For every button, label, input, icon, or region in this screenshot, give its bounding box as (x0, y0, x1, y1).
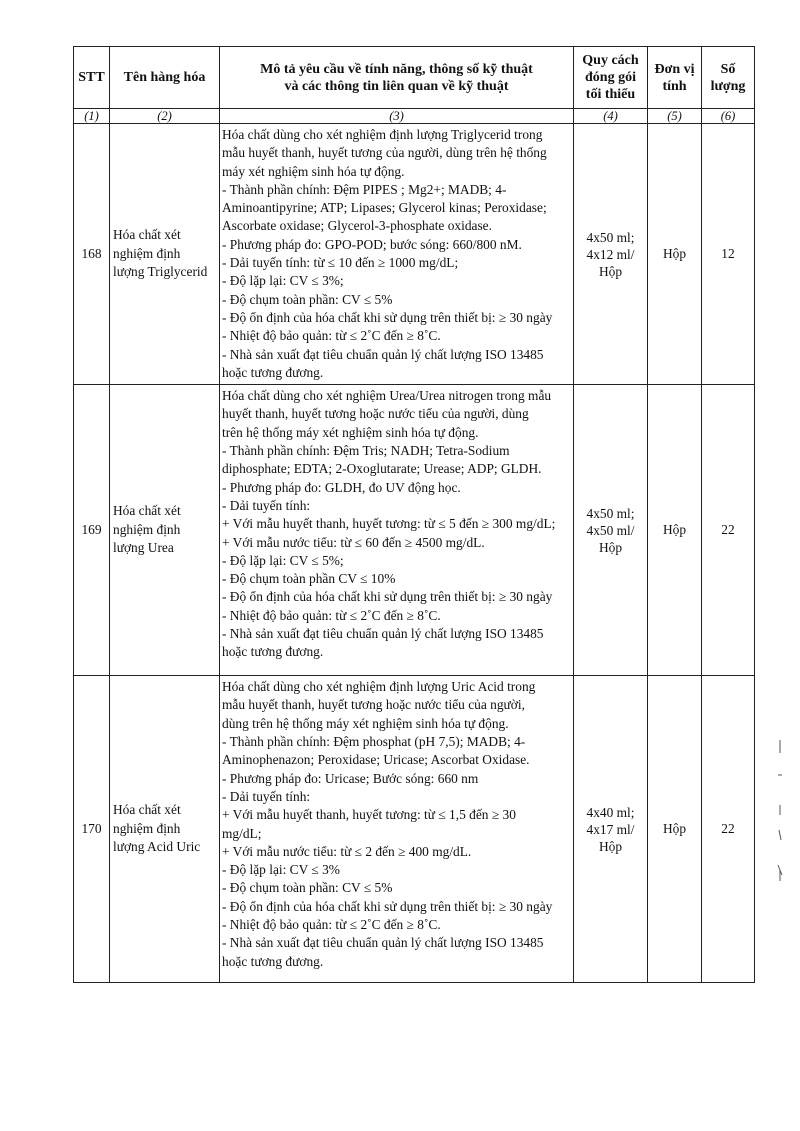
column-number: (1) (74, 109, 110, 124)
description-line: - Độ lặp lại: CV ≤ 3% (222, 862, 340, 878)
item-name-line: lượng Urea (113, 540, 174, 556)
description-line: Ascorbate oxidase; Glycerol-3-phosphate oxidase. (222, 218, 492, 234)
column-number: (2) (110, 109, 220, 124)
scan-margin-marks (770, 735, 790, 885)
description-line: - Độ lặp lại: CV ≤ 5%; (222, 552, 344, 568)
header-row (74, 47, 755, 109)
description-line: mẫu huyết thanh, huyết tương hoặc nước tiểu của người, (222, 697, 525, 713)
description-line: - Nhà sản xuất đạt tiêu chuẩn quản lý chất lượng ISO 13485 (222, 935, 544, 951)
item-quantity: 22 (702, 385, 755, 676)
description-line: - Dải tuyến tính: từ ≤ 10 đến ≥ 1000 mg/dL; (222, 255, 459, 271)
item-name-line: lượng Triglycerid (113, 264, 208, 280)
description-line: - Phương pháp đo: Uricase; Bước sóng: 660 nm (222, 770, 479, 786)
description-line: diphosphate; EDTA; 2-Oxoglutarate; Urease; ADP; GLDH. (222, 461, 542, 477)
description-line: - Độ chụm toàn phần: CV ≤ 5% (222, 291, 393, 307)
description-line: - Phương pháp đo: GLDH, đo UV động học. (222, 479, 461, 495)
description-line: - Độ ổn định của hóa chất khi sử dụng trên thiết bị: ≥ 30 ngày (222, 589, 553, 605)
description-line: trên hệ thống máy xét nghiệm sinh hóa tự động. (222, 424, 479, 440)
table-row (74, 124, 755, 385)
table-row (74, 676, 755, 983)
description-line: máy xét nghiệm sinh hóa tự động. (222, 163, 405, 179)
row-number: 170 (74, 676, 110, 983)
item-name-line: Hóa chất xét (113, 503, 181, 519)
item-unit: Hộp (648, 385, 702, 676)
description-line: huyết thanh, huyết tương hoặc nước tiểu của người, dùng (222, 406, 529, 422)
description-line: hoặc tương đương. (222, 364, 324, 380)
description-line: Hóa chất dùng cho xét nghiệm định lượng Triglycerid trong (222, 127, 543, 142)
item-name-line: Hóa chất xét (113, 802, 181, 818)
description-line: - Thành phần chính: Đệm Tris; NADH; Tetra-Sodium (222, 443, 510, 459)
description-line: + Với mẫu huyết thanh, huyết tương: từ ≤ 1,5 đến ≥ 30 (222, 807, 516, 823)
description-line: - Độ ổn định của hóa chất khi sử dụng trên thiết bị: ≥ 30 ngày (222, 898, 553, 914)
description-line: dùng trên hệ thống máy xét nghiệm sinh hóa tự động. (222, 715, 509, 731)
item-unit: Hộp (648, 124, 702, 385)
description-line: - Nhiệt độ bảo quản: từ ≤ 2˚C đến ≥ 8˚C. (222, 607, 441, 623)
column-number: (6) (702, 109, 755, 124)
description-line: - Độ chụm toàn phần CV ≤ 10% (222, 571, 396, 587)
header-quantity: Số lượng (702, 47, 755, 109)
packaging-line: 4x17 ml/ (586, 821, 635, 837)
specification-table (73, 46, 755, 983)
description-line: hoặc tương đương. (222, 953, 324, 969)
description-line: Aminophenazon; Peroxidase; Uricase; Ascorbat Oxidase. (222, 752, 530, 768)
item-name (110, 385, 220, 676)
item-name (110, 124, 220, 385)
packaging-line: 4x40 ml; (586, 804, 635, 820)
row-number: 169 (74, 385, 110, 676)
item-name (110, 676, 220, 983)
header-name: Tên hàng hóa (110, 47, 220, 109)
row-number: 168 (74, 124, 110, 385)
description-line: - Thành phần chính: Đệm PIPES ; Mg2+; MADB; 4- (222, 181, 507, 197)
description-line: hoặc tương đương. (222, 644, 324, 660)
item-description (220, 124, 574, 385)
column-number-row (74, 109, 755, 124)
description-line: - Độ ổn định của hóa chất khi sử dụng trên thiết bị: ≥ 30 ngày (222, 309, 553, 325)
description-line: + Với mẫu nước tiểu: từ ≤ 60 đến ≥ 4500 mg/dL. (222, 534, 485, 550)
description-line: - Độ chụm toàn phần: CV ≤ 5% (222, 880, 393, 896)
item-name-line: nghiệm định (113, 820, 181, 836)
column-number: (3) (220, 109, 574, 124)
packaging-line: 4x12 ml/ (586, 246, 635, 262)
description-line: - Phương pháp đo: GPO-POD; bước sóng: 660/800 nM. (222, 236, 522, 252)
header-packaging: Quy cách đóng gói tối thiểu (574, 47, 648, 109)
packaging-line: 4x50 ml/ (586, 522, 635, 538)
packaging-line: Hộp (598, 539, 623, 555)
packaging-line: 4x50 ml; (586, 229, 635, 245)
item-description (220, 676, 574, 983)
description-line: - Nhiệt độ bảo quản: từ ≤ 2˚C đến ≥ 8˚C. (222, 328, 441, 344)
item-packaging (574, 676, 648, 983)
header-unit: Đơn vị tính (648, 47, 702, 109)
description-line: - Thành phần chính: Đệm phosphat (pH 7,5); MADB; 4- (222, 734, 526, 750)
table-row (74, 385, 755, 676)
description-line: - Nhiệt độ bảo quản: từ ≤ 2˚C đến ≥ 8˚C. (222, 917, 441, 933)
description-line: Aminoantipyrine; ATP; Lipases; Glycerol kinas; Peroxidase; (222, 200, 547, 216)
item-name-line: lượng Acid Uric (113, 839, 201, 855)
description-line: - Dải tuyến tính: (222, 788, 311, 804)
column-number: (5) (648, 109, 702, 124)
header-description: Mô tả yêu cầu về tính năng, thông số kỹ thuật và các thông tin liên quan về kỹ thuật (220, 47, 574, 109)
description-line: mg/dL; (222, 825, 262, 841)
header-stt: STT (74, 47, 110, 109)
item-packaging (574, 385, 648, 676)
description-line: mẫu huyết thanh, huyết tương của người, dùng trên hệ thống (222, 145, 547, 161)
item-packaging (574, 124, 648, 385)
description-line: Hóa chất dùng cho xét nghiệm Urea/Urea nitrogen trong mẫu (222, 388, 552, 404)
description-line: + Với mẫu nước tiểu: từ ≤ 2 đến ≥ 400 mg/dL. (222, 843, 472, 859)
packaging-line: 4x50 ml; (586, 505, 635, 521)
description-line: Hóa chất dùng cho xét nghiệm định lượng Uric Acid trong (222, 679, 536, 695)
description-line: - Độ lặp lại: CV ≤ 3%; (222, 273, 344, 289)
item-name-line: nghiệm định (113, 245, 181, 261)
column-number: (4) (574, 109, 648, 124)
description-line: - Nhà sản xuất đạt tiêu chuẩn quản lý chất lượng ISO 13485 (222, 626, 544, 642)
description-line: + Với mẫu huyết thanh, huyết tương: từ ≤ 5 đến ≥ 300 mg/dL; (222, 516, 556, 532)
item-quantity: 22 (702, 676, 755, 983)
packaging-line: Hộp (598, 838, 623, 854)
description-line: - Nhà sản xuất đạt tiêu chuẩn quản lý chất lượng ISO 13485 (222, 346, 544, 362)
description-line: - Dải tuyến tính: (222, 497, 311, 513)
item-unit: Hộp (648, 676, 702, 983)
item-name-line: nghiệm định (113, 521, 181, 537)
item-quantity: 12 (702, 124, 755, 385)
item-description (220, 385, 574, 676)
item-name-line: Hóa chất xét (113, 227, 181, 243)
packaging-line: Hộp (598, 263, 623, 279)
